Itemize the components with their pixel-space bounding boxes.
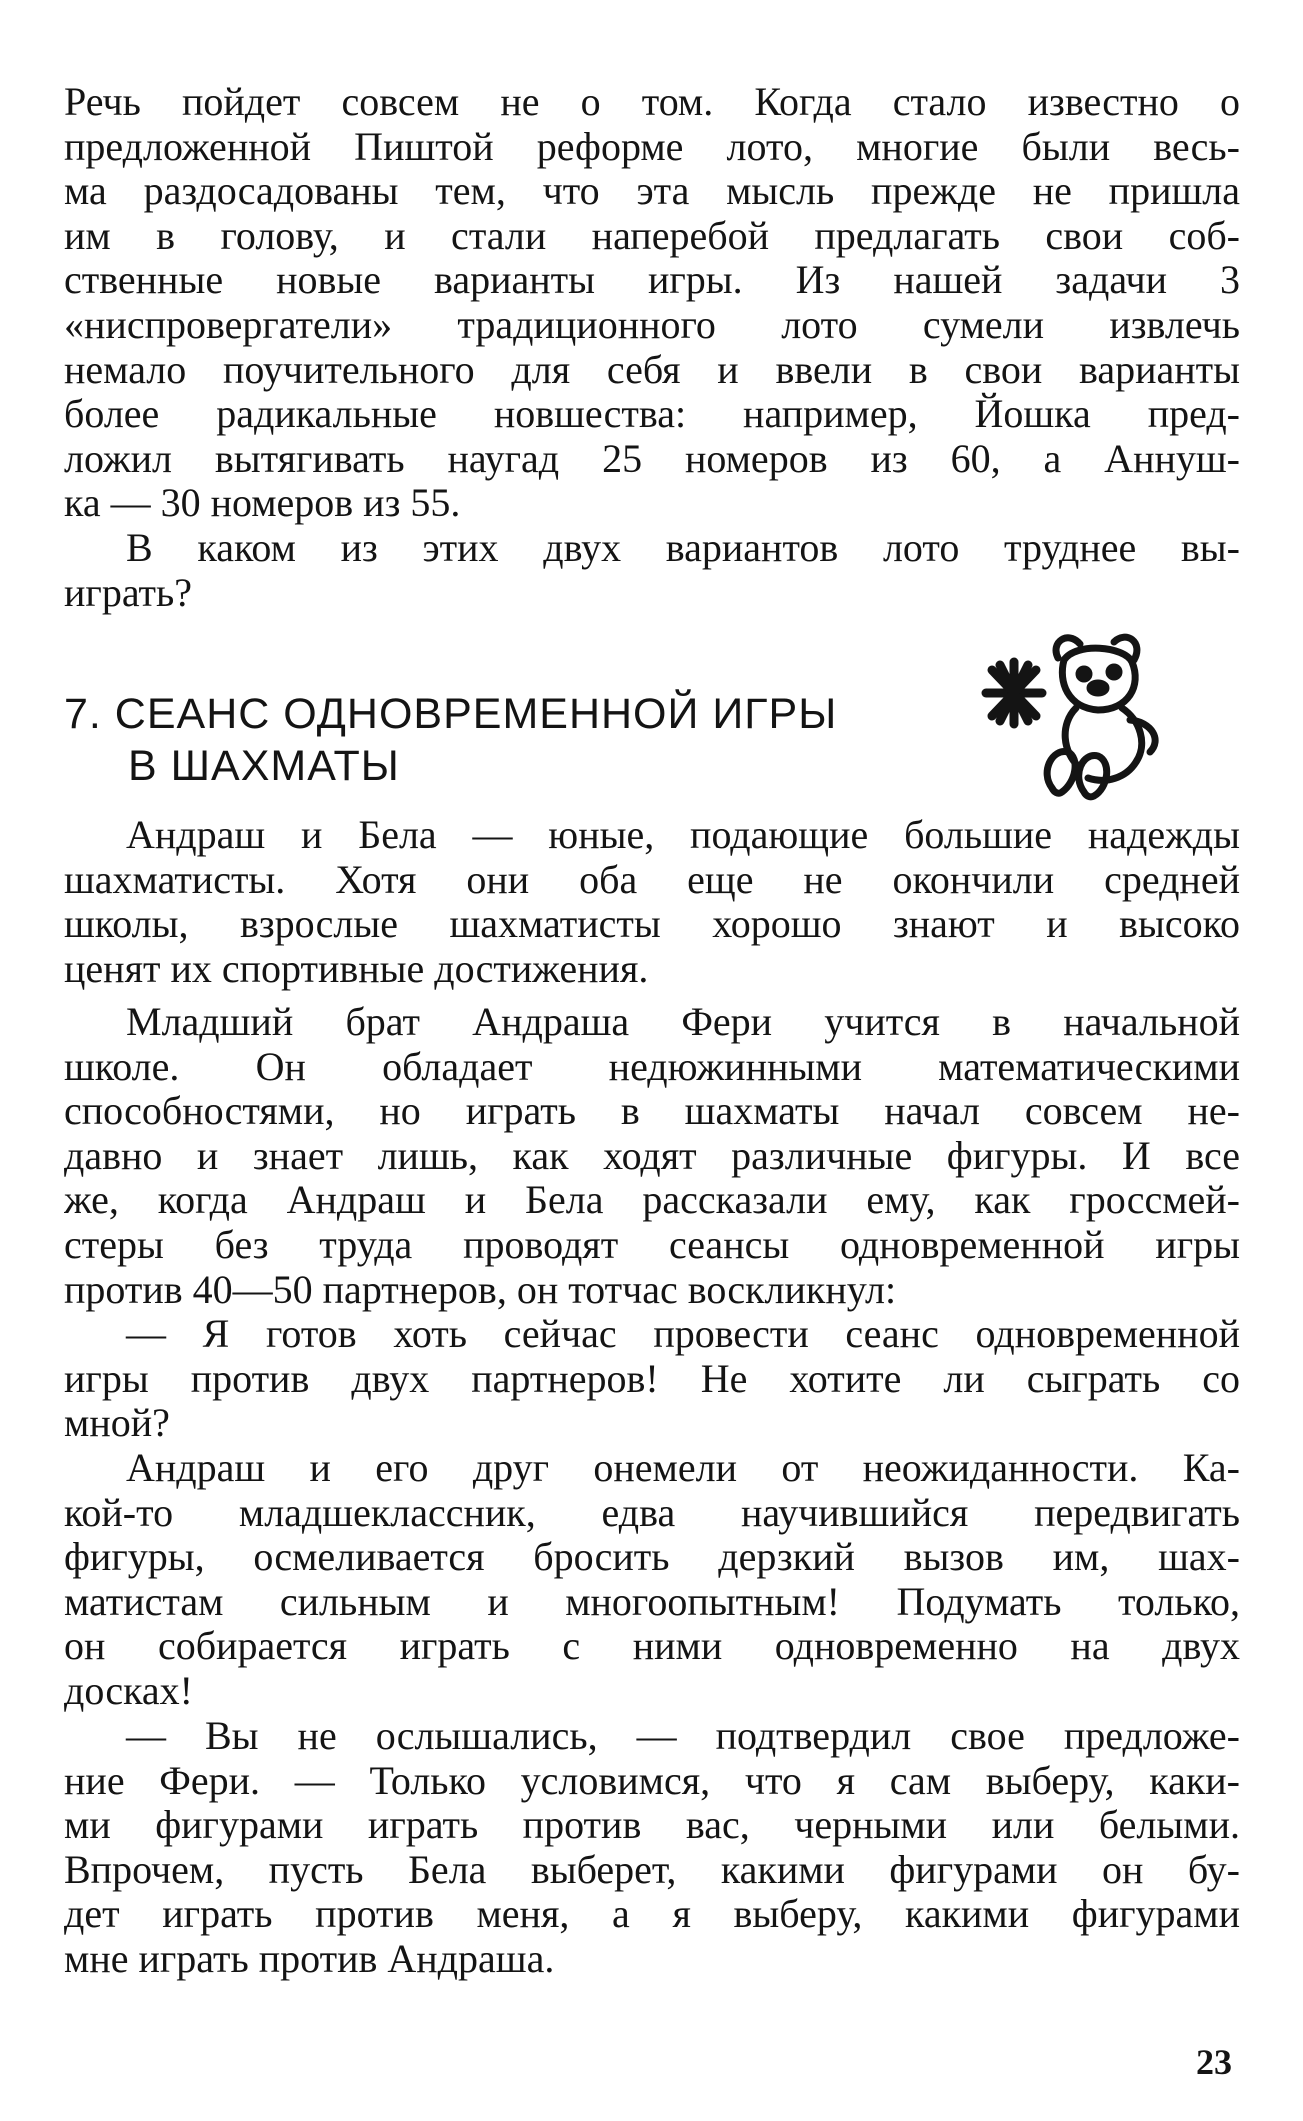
text-line: кой-то младшеклассник, едва научившийся передвигать xyxy=(64,1490,1240,1535)
text-line: мной? xyxy=(64,1401,170,1446)
text-line: фигуры, осмеливается бросить дерзкий вызов им, шах- xyxy=(64,1535,1240,1580)
text-line: ми фигурами играть против вас, черными или белыми. xyxy=(64,1803,1240,1848)
teddy-bear-icon xyxy=(1047,637,1155,797)
asterisk-icon xyxy=(986,662,1042,724)
text-line: игры против двух партнеров! Не хотите ли сыграть со xyxy=(64,1356,1240,1401)
text-line: ка — 30 номеров из 55. xyxy=(64,481,461,526)
text-line: «ниспровергатели» традиционного лото сумели извлечь xyxy=(64,302,1240,347)
text-line: же, когда Андраш и Бела рассказали ему, как гроссмей- xyxy=(64,1178,1240,1223)
text-line: против 40—50 партнеров, он тотчас воскликнул: xyxy=(64,1267,897,1312)
text-line: более радикальные новшества: например, Йошка пред- xyxy=(64,392,1240,437)
heading-line-1: 7. СЕАНС ОДНОВРЕМЕННОЙ ИГРЫ xyxy=(64,690,838,738)
text-line: ние Фери. — Только условимся, что я сам выберу, каки- xyxy=(64,1758,1240,1803)
intro-paragraph xyxy=(64,80,1240,526)
text-line: ма раздосадованы тем, что эта мысль прежде не пришла xyxy=(64,169,1240,214)
text-line: играть? xyxy=(64,570,193,615)
question-paragraph xyxy=(64,526,1240,615)
text-line: он собирается играть с ними одновременно на двух xyxy=(64,1624,1240,1669)
text-line: мне играть против Андраша. xyxy=(64,1936,555,1981)
text-line: давно и знает лишь, как ходят различные фигуры. И все xyxy=(64,1133,1240,1178)
heading-line-2: В ШАХМАТЫ xyxy=(128,742,400,790)
text-line: стеры без труда проводят сеансы одновременной игры xyxy=(64,1222,1240,1267)
paragraph-1 xyxy=(64,813,1240,991)
text-line: Младший брат Андраша Фери учится в начальной xyxy=(126,1000,1240,1044)
paragraph-2 xyxy=(64,1000,1240,1312)
text-line: немало поучительного для себя и ввели в свои варианты xyxy=(64,347,1240,392)
paragraph-4 xyxy=(64,1446,1240,1714)
text-line: Впрочем, пусть Бела выберет, какими фигурами он бу- xyxy=(64,1847,1240,1892)
text-line: ложил вытягивать наугад 25 номеров из 60, а Аннуш- xyxy=(64,436,1240,481)
paragraph-5 xyxy=(64,1714,1240,1982)
text-line: ственные новые варианты игры. Из нашей задачи 3 xyxy=(64,258,1240,303)
text-line: Андраш и его друг онемели от неожиданности. Ка- xyxy=(126,1446,1240,1490)
page-number: 23 xyxy=(1196,2042,1232,2082)
text-line: школы, взрослые шахматисты хорошо знают и высоко xyxy=(64,902,1240,947)
text-line: ценят их спортивные достижения. xyxy=(64,946,649,991)
paragraph-3 xyxy=(64,1312,1240,1446)
teddy-bear-with-asterisk-icon xyxy=(980,612,1176,808)
text-line: — Вы не ослышались, — подтвердил свое предложе- xyxy=(126,1714,1240,1758)
text-line: дет играть против меня, а я выберу, какими фигурами xyxy=(64,1892,1240,1937)
section-heading xyxy=(64,688,837,792)
text-line: шахматисты. Хотя они оба еще не окончили средней xyxy=(64,857,1240,902)
text-line: школе. Он обладает недюжинными математическими xyxy=(64,1044,1240,1089)
text-line: матистам сильным и многоопытным! Подумать только, xyxy=(64,1579,1240,1624)
text-line: В каком из этих двух вариантов лото труднее вы- xyxy=(126,526,1240,570)
text-line: им в голову, и стали наперебой предлагать свои соб- xyxy=(64,213,1240,258)
text-line: Речь пойдет совсем не о том. Когда стало известно о xyxy=(64,80,1240,124)
text-line: досках! xyxy=(64,1668,194,1713)
text-line: способностями, но играть в шахматы начал совсем не- xyxy=(64,1089,1240,1134)
text-line: — Я готов хоть сейчас провести сеанс одновременной xyxy=(126,1312,1240,1356)
text-line: Андраш и Бела — юные, подающие большие надежды xyxy=(126,813,1240,857)
text-line: предложенной Пиштой реформе лото, многие были весь- xyxy=(64,124,1240,169)
